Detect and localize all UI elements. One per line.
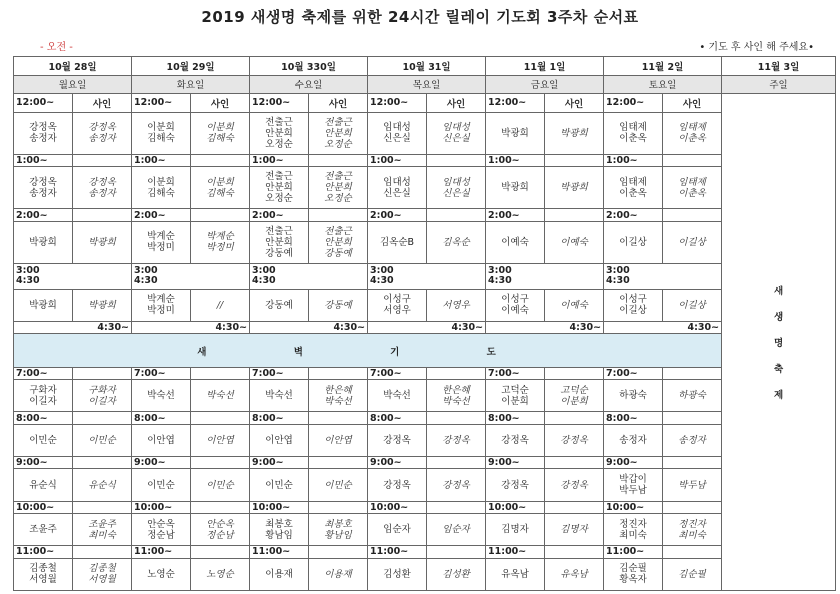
morning-time-2-3: 9:00~ — [368, 457, 427, 469]
day-date-2: 10월 330일 — [250, 57, 368, 76]
night-signature-3-1: // — [191, 289, 250, 321]
morning-time-4-2: 11:00~ — [250, 546, 309, 558]
morning-names-4-2: 이용재 — [250, 558, 309, 590]
morning-time-blank-1-5 — [663, 412, 722, 424]
night-time-2-2: 2:00~ — [250, 209, 309, 221]
morning-signature-3-1: 안순옥 정순남 — [191, 514, 250, 546]
morning-time-blank-0-0 — [73, 367, 132, 379]
morning-signature-4-0: 김종철 서영월 — [73, 558, 132, 590]
morning-names-2-1: 이민순 — [132, 469, 191, 501]
night-signature-1-0: 강정옥 송정자 — [73, 167, 132, 209]
morning-signature-1-0: 이민순 — [73, 424, 132, 456]
morning-time-0-4: 7:00~ — [486, 367, 545, 379]
dawn-prayer-band: 새 벽 기 도 — [14, 334, 722, 367]
night-time-2-4: 2:00~ — [486, 209, 545, 221]
night-names-2-0: 박광희 — [14, 221, 73, 263]
night-names-2-2: 전출근 안분희 강동예 — [250, 221, 309, 263]
night-time-2-1: 2:00~ — [132, 209, 191, 221]
night-sign-header-1: 사인 — [191, 94, 250, 113]
festival-char-2: 명 — [773, 338, 784, 350]
morning-names-3-0: 조윤주 — [14, 514, 73, 546]
night-names-1-2: 전출근 안분희 오정순 — [250, 167, 309, 209]
night-time-blank-1-2 — [309, 154, 368, 166]
morning-time-3-1: 10:00~ — [132, 501, 191, 513]
day-date-1: 10월 29일 — [132, 57, 250, 76]
morning-signature-0-0: 구화자 이길자 — [73, 380, 132, 412]
night-signature-2-3: 김옥순 — [427, 221, 486, 263]
morning-names-4-4: 유옥남 — [486, 558, 545, 590]
night-signature-1-3: 임대성 신은실 — [427, 167, 486, 209]
morning-time-blank-4-2 — [309, 546, 368, 558]
night-signature-3-4: 이예숙 — [545, 289, 604, 321]
night-sign-header-4: 사인 — [545, 94, 604, 113]
night-time-blank-1-0 — [73, 154, 132, 166]
night-signature-0-4: 박광희 — [545, 112, 604, 154]
night-names-2-3: 김옥순B — [368, 221, 427, 263]
morning-signature-2-3: 강정옥 — [427, 469, 486, 501]
night-time-2-5: 2:00~ — [604, 209, 663, 221]
night-time-3-1: 3:00 4:30 — [132, 263, 250, 289]
night-signature-0-5: 임태제 이춘옥 — [663, 112, 722, 154]
morning-names-2-3: 강정옥 — [368, 469, 427, 501]
night-time-3-3: 3:00 4:30 — [368, 263, 486, 289]
festival-char-4: 제 — [773, 390, 784, 402]
morning-names-0-1: 박숙선 — [132, 380, 191, 412]
night-time-0-0: 12:00~ — [14, 94, 73, 113]
morning-time-blank-1-2 — [309, 412, 368, 424]
morning-signature-2-2: 이민순 — [309, 469, 368, 501]
morning-signature-2-5: 박두남 — [663, 469, 722, 501]
morning-names-3-4: 김명자 — [486, 514, 545, 546]
morning-signature-4-5: 김순필 — [663, 558, 722, 590]
night-signature-1-2: 전출근 안분희 오정순 — [309, 167, 368, 209]
morning-time-1-5: 8:00~ — [604, 412, 663, 424]
night-time-3-0: 3:00 4:30 — [14, 263, 132, 289]
morning-time-blank-2-2 — [309, 457, 368, 469]
morning-time-blank-4-1 — [191, 546, 250, 558]
morning-time-1-1: 8:00~ — [132, 412, 191, 424]
night-time-blank-1-4 — [545, 154, 604, 166]
morning-names-0-3: 박숙선 — [368, 380, 427, 412]
morning-time-4-4: 11:00~ — [486, 546, 545, 558]
night-time-1-1: 1:00~ — [132, 154, 191, 166]
morning-names-0-5: 하광숙 — [604, 380, 663, 412]
night-time-blank-2-2 — [309, 209, 368, 221]
weekday-4: 금요일 — [486, 75, 604, 94]
night-time-2-3: 2:00~ — [368, 209, 427, 221]
morning-time-blank-3-1 — [191, 501, 250, 513]
night-time-1-2: 1:00~ — [250, 154, 309, 166]
night-time-1-3: 1:00~ — [368, 154, 427, 166]
morning-names-3-3: 임순자 — [368, 514, 427, 546]
morning-signature-2-0: 유순식 — [73, 469, 132, 501]
night-names-2-5: 이길상 — [604, 221, 663, 263]
night-signature-1-4: 박광희 — [545, 167, 604, 209]
morning-signature-4-1: 노영순 — [191, 558, 250, 590]
morning-time-0-1: 7:00~ — [132, 367, 191, 379]
night-signature-2-2: 전출근 안분희 강동예 — [309, 221, 368, 263]
morning-signature-0-2: 한은혜 박숙선 — [309, 380, 368, 412]
morning-signature-0-5: 하광숙 — [663, 380, 722, 412]
night-time-3-4: 3:00 4:30 — [486, 263, 604, 289]
morning-names-1-0: 이민순 — [14, 424, 73, 456]
morning-time-3-3: 10:00~ — [368, 501, 427, 513]
morning-time-blank-0-4 — [545, 367, 604, 379]
document-title: 2019 새생명 축제를 위한 24시간 릴레이 기도회 3주차 순서표 — [201, 8, 639, 26]
morning-signature-3-5: 정진자 최미숙 — [663, 514, 722, 546]
night-time-blank-2-0 — [73, 209, 132, 221]
morning-names-0-4: 고덕순 이분희 — [486, 380, 545, 412]
night-time-3-2: 3:00 4:30 — [250, 263, 368, 289]
morning-time-3-5: 10:00~ — [604, 501, 663, 513]
night-names-0-2: 전출근 안분희 오정순 — [250, 112, 309, 154]
morning-time-blank-2-1 — [191, 457, 250, 469]
night-sign-header-0: 사인 — [73, 94, 132, 113]
night-names-3-0: 박광희 — [14, 289, 73, 321]
morning-time-blank-2-4 — [545, 457, 604, 469]
morning-time-blank-0-1 — [191, 367, 250, 379]
morning-names-1-1: 이안엽 — [132, 424, 191, 456]
night-time-3-5: 3:00 4:30 — [604, 263, 722, 289]
morning-signature-4-3: 김성환 — [427, 558, 486, 590]
night-signature-3-0: 박광희 — [73, 289, 132, 321]
morning-names-1-4: 강정옥 — [486, 424, 545, 456]
night-sign-header-5: 사인 — [663, 94, 722, 113]
festival-char-1: 생 — [773, 312, 784, 324]
morning-time-0-5: 7:00~ — [604, 367, 663, 379]
night-names-1-3: 임대성 신은실 — [368, 167, 427, 209]
night-time-1-5: 1:00~ — [604, 154, 663, 166]
morning-names-2-4: 강정옥 — [486, 469, 545, 501]
festival-column — [722, 94, 836, 591]
night-signature-0-0: 강정옥 송정자 — [73, 112, 132, 154]
night-time-blank-1-3 — [427, 154, 486, 166]
morning-time-blank-3-4 — [545, 501, 604, 513]
morning-time-3-4: 10:00~ — [486, 501, 545, 513]
night-time-blank-1-1 — [191, 154, 250, 166]
morning-time-blank-2-5 — [663, 457, 722, 469]
morning-time-blank-0-2 — [309, 367, 368, 379]
morning-signature-1-4: 강정옥 — [545, 424, 604, 456]
morning-names-2-2: 이민순 — [250, 469, 309, 501]
morning-time-blank-4-3 — [427, 546, 486, 558]
morning-signature-0-3: 한은혜 박숙선 — [427, 380, 486, 412]
morning-signature-3-3: 임순자 — [427, 514, 486, 546]
night-time-0-1: 12:00~ — [132, 94, 191, 113]
sign-instruction: • 기도 후 사인 해 주세요• — [699, 42, 814, 53]
festival-char-0: 새 — [773, 286, 784, 298]
morning-time-blank-2-3 — [427, 457, 486, 469]
end-time-2: 4:30~ — [250, 322, 368, 334]
end-time-0: 4:30~ — [14, 322, 132, 334]
morning-signature-3-0: 조윤주 최미숙 — [73, 514, 132, 546]
morning-signature-1-1: 이안엽 — [191, 424, 250, 456]
morning-names-4-3: 김성환 — [368, 558, 427, 590]
morning-time-0-0: 7:00~ — [14, 367, 73, 379]
morning-signature-4-2: 이용재 — [309, 558, 368, 590]
night-names-3-5: 이성구 이길상 — [604, 289, 663, 321]
morning-time-blank-1-1 — [191, 412, 250, 424]
morning-time-blank-3-3 — [427, 501, 486, 513]
night-names-0-0: 강정옥 송정자 — [14, 112, 73, 154]
morning-signature-1-3: 강정옥 — [427, 424, 486, 456]
night-signature-0-3: 임대성 신은실 — [427, 112, 486, 154]
night-names-0-1: 이분희 김해숙 — [132, 112, 191, 154]
night-names-2-4: 이예숙 — [486, 221, 545, 263]
morning-names-4-1: 노영순 — [132, 558, 191, 590]
night-names-3-2: 강동예 — [250, 289, 309, 321]
morning-signature-0-4: 고덕순 이분희 — [545, 380, 604, 412]
morning-signature-1-5: 송정자 — [663, 424, 722, 456]
night-names-3-3: 이성구 서영우 — [368, 289, 427, 321]
morning-time-3-0: 10:00~ — [14, 501, 73, 513]
morning-time-1-0: 8:00~ — [14, 412, 73, 424]
morning-signature-0-1: 박숙선 — [191, 380, 250, 412]
day-date-sunday: 11월 3일 — [722, 57, 836, 76]
night-names-3-1: 박계순 박정미 — [132, 289, 191, 321]
morning-time-2-5: 9:00~ — [604, 457, 663, 469]
morning-names-0-0: 구화자 이길자 — [14, 380, 73, 412]
night-time-blank-2-4 — [545, 209, 604, 221]
morning-signature-3-4: 김명자 — [545, 514, 604, 546]
morning-names-3-1: 안순옥 정순남 — [132, 514, 191, 546]
morning-time-blank-1-3 — [427, 412, 486, 424]
prayer-schedule-table — [13, 56, 836, 591]
morning-time-4-0: 11:00~ — [14, 546, 73, 558]
weekday-1: 화요일 — [132, 75, 250, 94]
morning-time-blank-2-0 — [73, 457, 132, 469]
day-date-4: 11월 1일 — [486, 57, 604, 76]
morning-time-1-2: 8:00~ — [250, 412, 309, 424]
morning-time-1-4: 8:00~ — [486, 412, 545, 424]
morning-time-blank-3-2 — [309, 501, 368, 513]
morning-time-blank-1-4 — [545, 412, 604, 424]
festival-char-3: 축 — [773, 364, 784, 376]
weekday-3: 목요일 — [368, 75, 486, 94]
morning-time-4-1: 11:00~ — [132, 546, 191, 558]
end-time-3: 4:30~ — [368, 322, 486, 334]
night-time-0-3: 12:00~ — [368, 94, 427, 113]
night-names-1-1: 이분희 김해숙 — [132, 167, 191, 209]
weekday-sunday: 주일 — [722, 75, 836, 94]
morning-time-3-2: 10:00~ — [250, 501, 309, 513]
night-signature-3-2: 강동예 — [309, 289, 368, 321]
morning-time-blank-0-3 — [427, 367, 486, 379]
morning-names-2-0: 유순식 — [14, 469, 73, 501]
morning-time-0-2: 7:00~ — [250, 367, 309, 379]
night-signature-2-5: 이길상 — [663, 221, 722, 263]
morning-time-0-3: 7:00~ — [368, 367, 427, 379]
end-time-5: 4:30~ — [604, 322, 722, 334]
morning-signature-2-4: 강정옥 — [545, 469, 604, 501]
night-names-0-4: 박광희 — [486, 112, 545, 154]
night-names-0-5: 임태제 이춘옥 — [604, 112, 663, 154]
night-signature-1-5: 임태제 이춘옥 — [663, 167, 722, 209]
morning-time-blank-4-0 — [73, 546, 132, 558]
weekday-2: 수요일 — [250, 75, 368, 94]
night-signature-0-1: 이분희 김해숙 — [191, 112, 250, 154]
night-signature-1-1: 이분희 김해숙 — [191, 167, 250, 209]
morning-time-blank-4-4 — [545, 546, 604, 558]
day-date-5: 11월 2일 — [604, 57, 722, 76]
morning-time-2-1: 9:00~ — [132, 457, 191, 469]
morning-signature-4-4: 유옥남 — [545, 558, 604, 590]
night-sign-header-3: 사인 — [427, 94, 486, 113]
morning-names-2-5: 박갑이 박두남 — [604, 469, 663, 501]
night-signature-2-1: 박계순 박정미 — [191, 221, 250, 263]
morning-time-blank-0-5 — [663, 367, 722, 379]
night-time-0-2: 12:00~ — [250, 94, 309, 113]
morning-names-1-3: 강정옥 — [368, 424, 427, 456]
night-time-blank-2-3 — [427, 209, 486, 221]
morning-names-3-5: 정진자 최미숙 — [604, 514, 663, 546]
weekday-5: 토요일 — [604, 75, 722, 94]
night-names-0-3: 임대성 신은실 — [368, 112, 427, 154]
end-time-1: 4:30~ — [132, 322, 250, 334]
night-signature-3-3: 서영우 — [427, 289, 486, 321]
weekday-0: 월요일 — [14, 75, 132, 94]
night-time-0-5: 12:00~ — [604, 94, 663, 113]
morning-names-1-2: 이안엽 — [250, 424, 309, 456]
night-names-3-4: 이성구 이예숙 — [486, 289, 545, 321]
night-names-1-4: 박광희 — [486, 167, 545, 209]
morning-time-4-3: 11:00~ — [368, 546, 427, 558]
morning-time-2-4: 9:00~ — [486, 457, 545, 469]
night-time-blank-2-1 — [191, 209, 250, 221]
morning-time-blank-1-0 — [73, 412, 132, 424]
morning-names-3-2: 최봉호 황남임 — [250, 514, 309, 546]
end-time-4: 4:30~ — [486, 322, 604, 334]
night-names-1-5: 임태제 이춘옥 — [604, 167, 663, 209]
night-signature-2-4: 이예숙 — [545, 221, 604, 263]
night-names-2-1: 박계순 박정미 — [132, 221, 191, 263]
morning-signature-3-2: 최봉호 황남임 — [309, 514, 368, 546]
night-signature-0-2: 전출근 안분희 오정순 — [309, 112, 368, 154]
morning-names-4-0: 김종철 서영월 — [14, 558, 73, 590]
night-signature-3-5: 이길상 — [663, 289, 722, 321]
morning-signature-1-2: 이안엽 — [309, 424, 368, 456]
morning-time-2-2: 9:00~ — [250, 457, 309, 469]
morning-names-1-5: 송정자 — [604, 424, 663, 456]
morning-time-4-5: 11:00~ — [604, 546, 663, 558]
night-names-1-0: 강정옥 송정자 — [14, 167, 73, 209]
night-time-1-0: 1:00~ — [14, 154, 73, 166]
morning-time-blank-4-5 — [663, 546, 722, 558]
morning-time-1-3: 8:00~ — [368, 412, 427, 424]
night-time-1-4: 1:00~ — [486, 154, 545, 166]
night-time-blank-2-5 — [663, 209, 722, 221]
day-date-3: 10월 31일 — [368, 57, 486, 76]
day-date-0: 10월 28일 — [14, 57, 132, 76]
morning-time-blank-3-0 — [73, 501, 132, 513]
night-time-blank-1-5 — [663, 154, 722, 166]
night-time-0-4: 12:00~ — [486, 94, 545, 113]
night-time-2-0: 2:00~ — [14, 209, 73, 221]
morning-names-4-5: 김순필 황옥자 — [604, 558, 663, 590]
morning-names-0-2: 박숙선 — [250, 380, 309, 412]
night-sign-header-2: 사인 — [309, 94, 368, 113]
morning-note: - 오전 - — [40, 42, 73, 53]
morning-time-2-0: 9:00~ — [14, 457, 73, 469]
night-signature-2-0: 박광희 — [73, 221, 132, 263]
morning-time-blank-3-5 — [663, 501, 722, 513]
morning-signature-2-1: 이민순 — [191, 469, 250, 501]
